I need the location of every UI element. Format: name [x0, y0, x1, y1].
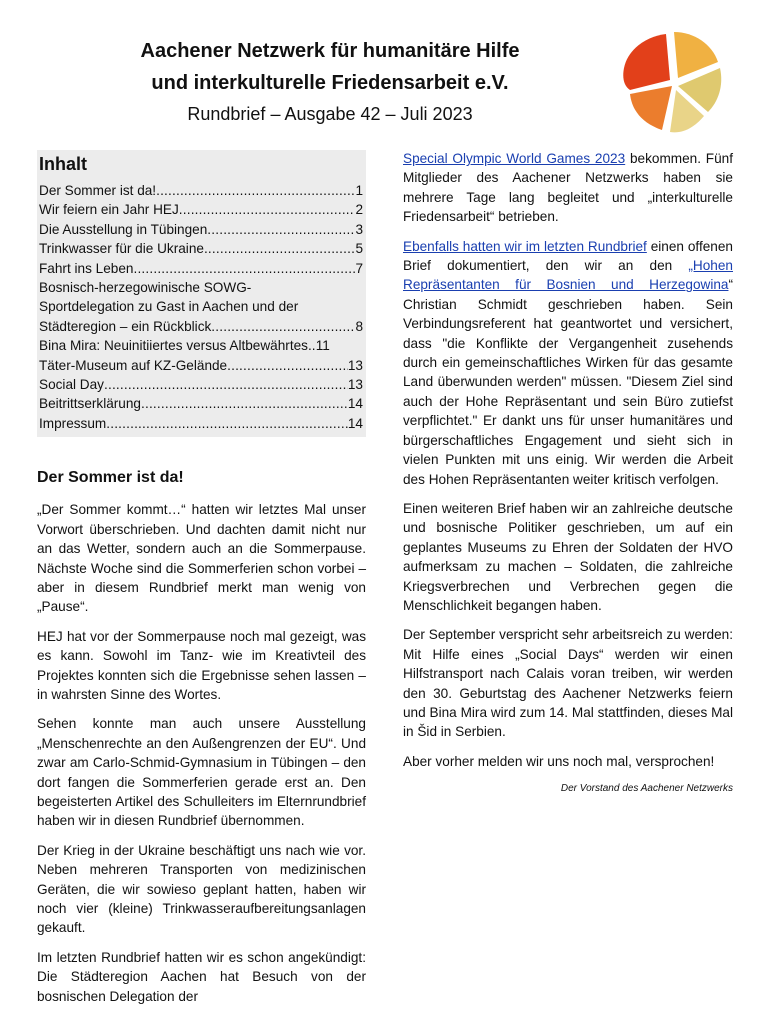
- newsletter-title-line1: Aachener Netzwerk für humanitäre Hilfe: [140, 40, 520, 62]
- toc-item[interactable]: Social Day ..... 13: [39, 375, 363, 394]
- logo-segment-red: [623, 34, 670, 90]
- right-column: [403, 149, 733, 799]
- article-paragraph: Im letzten Rundbrief hatten wir es schon angekündigt: Die Städteregion Aachen hat Besuch von der bosnischen Delegation der: [37, 949, 366, 1004]
- toc-item-multiline[interactable]: Bosnisch-herzegowinische SOWG- Sportdelegation zu Gast in Aachen und der Städteregion – ein Rückblick ..... 8: [39, 278, 363, 336]
- newsletter-title-line2: und interkulturelle Friedensarbeit e.V.: [151, 72, 509, 94]
- article-paragraph: Ebenfalls hatten wir im letzten Rundbrief einen offenen Brief dokumentiert, den wir an den „Hohen Repräsentanten für Bosnien und Herzegowina“ Christian Schmidt geschrieben haben. Sein Verbindungsreferent hat geantwortet und versichert, dass "die Konflikte der Vergangenheit zusehends durch ein gemeinschaftliches Wirken für das gesamte Land überwunden werden" müssen. "Diesem Ziel sind auch der Hohe Repräsentant und sein Büro zutiefst verpflichtet." Er dankt uns für unser humanitäres und bürgerschaftliches Engagement und sieht sich in vielen Punkten mit uns einig. Wir werden die Arbeit des Hohen Repräsentanten weiter kritisch verfolgen.: [403, 238, 733, 487]
- high-representative-link[interactable]: „Hohen Repräsentanten für Bosnien und Herzegowina: [403, 258, 733, 293]
- toc-item[interactable]: Beitrittserklärung ..... 14: [39, 394, 363, 413]
- article-paragraph: Einen weiteren Brief haben wir an zahlreiche deutsche und bosnische Politiker geschrieben, um auf ein geplantes Museums zu Ehren der Soldaten der HVO aufmerksam zu machen – Soldaten, die zahlreiche Kriegsverbrechen und Verbrechen gegen die Menschlichkeit begangen haben.: [403, 500, 733, 613]
- left-column: [37, 150, 366, 1016]
- toc-item[interactable]: Der Sommer ist da! ..... 1: [39, 181, 363, 200]
- article-paragraph: Sehen konnte man auch unsere Ausstellung „Menschenrechte an den Außengrenzen der EU“. Und zwar am Carlo-Schmid-Gymnasium in Tübingen – den dort fangen die Sommerferien gerade erst an. Den begeisterten Artikel des Schulleiters im Elternrundbrief haben wir in diesen Rundbrief übernommen.: [37, 716, 366, 829]
- toc-heading: Inhalt: [39, 154, 87, 174]
- article-paragraph: „Der Sommer kommt…“ hatten wir letztes Mal unser Vorwort überschrieben. Und dachten damit nicht nur an das Wetter, sondern auch an die Sommerpause. Nächste Woche sind die Sommerferien schon vorbei – aber in diesem Rundbrief merkt man wenig von „Pause“.: [37, 502, 366, 615]
- logo-segment-yellow-top: [674, 32, 718, 78]
- newsletter-subtitle: Rundbrief – Ausgabe 42 – Juli 2023: [187, 104, 473, 124]
- article-paragraph: Der Krieg in der Ukraine beschäftigt uns nach wie vor. Neben mehreren Transporten von medizinischen Geräten, die wir sowieso geplant hatten, haben wir noch vier (kleine) Trinkwasseraufbereitungsanlagen gekauft.: [37, 842, 366, 936]
- article-heading: Der Sommer ist da!: [37, 469, 184, 487]
- toc-item[interactable]: Impressum ..... 14: [39, 414, 363, 433]
- previous-newsletter-link[interactable]: Ebenfalls hatten wir im letzten Rundbrief: [403, 238, 647, 254]
- article-paragraph: HEJ hat vor der Sommerpause noch mal gezeigt, was es kann. Sowohl im Tanz- wie im Kreativteil des Projektes konnten sich die Ergebnisse sehen lassen – in wahrsten Sinne des Wortes.: [37, 628, 366, 702]
- table-of-contents: [37, 150, 366, 437]
- toc-item[interactable]: Fahrt ins Leben ..... 7: [39, 259, 363, 278]
- toc-item[interactable]: Wir feiern ein Jahr HEJ ..... 2: [39, 200, 363, 219]
- world-games-link[interactable]: Special Olympic World Games 2023: [403, 151, 626, 166]
- article-paragraph: Special Olympic World Games 2023 bekommen. Fünf Mitglieder des Aachener Netzwerks haben sie mehrere Tage lang begleitet und „interkulturelle Friedensarbeit“ betrieben.: [403, 151, 734, 225]
- toc-item[interactable]: Die Ausstellung in Tübingen ..... 3: [39, 220, 363, 239]
- segmented-circle-logo-icon: [618, 28, 726, 140]
- article-paragraph: Der September verspricht sehr arbeitsreich zu werden: Mit Hilfe eines „Social Days“ werden wir einen Hilfstransport nach Calais voran treiben, wir werden den 30. Geburtstag des Aachener Netzwerks feiern und Bina Mira wird zum 14. Mal stattfinden, dieses Mal in Šid in Serbien.: [403, 627, 733, 740]
- signature: Der Vorstand des Aachener Netzwerks: [560, 783, 733, 795]
- toc-item[interactable]: Täter-Museum auf KZ-Gelände ..... 13: [39, 356, 363, 375]
- toc-item[interactable]: Trinkwasser für die Ukraine ..... 5: [39, 239, 363, 258]
- toc-item[interactable]: Bina Mira: Neuinitiiertes versus Altbewährtes. ..... 11: [39, 336, 363, 355]
- logo-segment-orange: [630, 86, 672, 130]
- article-paragraph: Aber vorher melden wir uns noch mal, versprochen!: [403, 753, 715, 769]
